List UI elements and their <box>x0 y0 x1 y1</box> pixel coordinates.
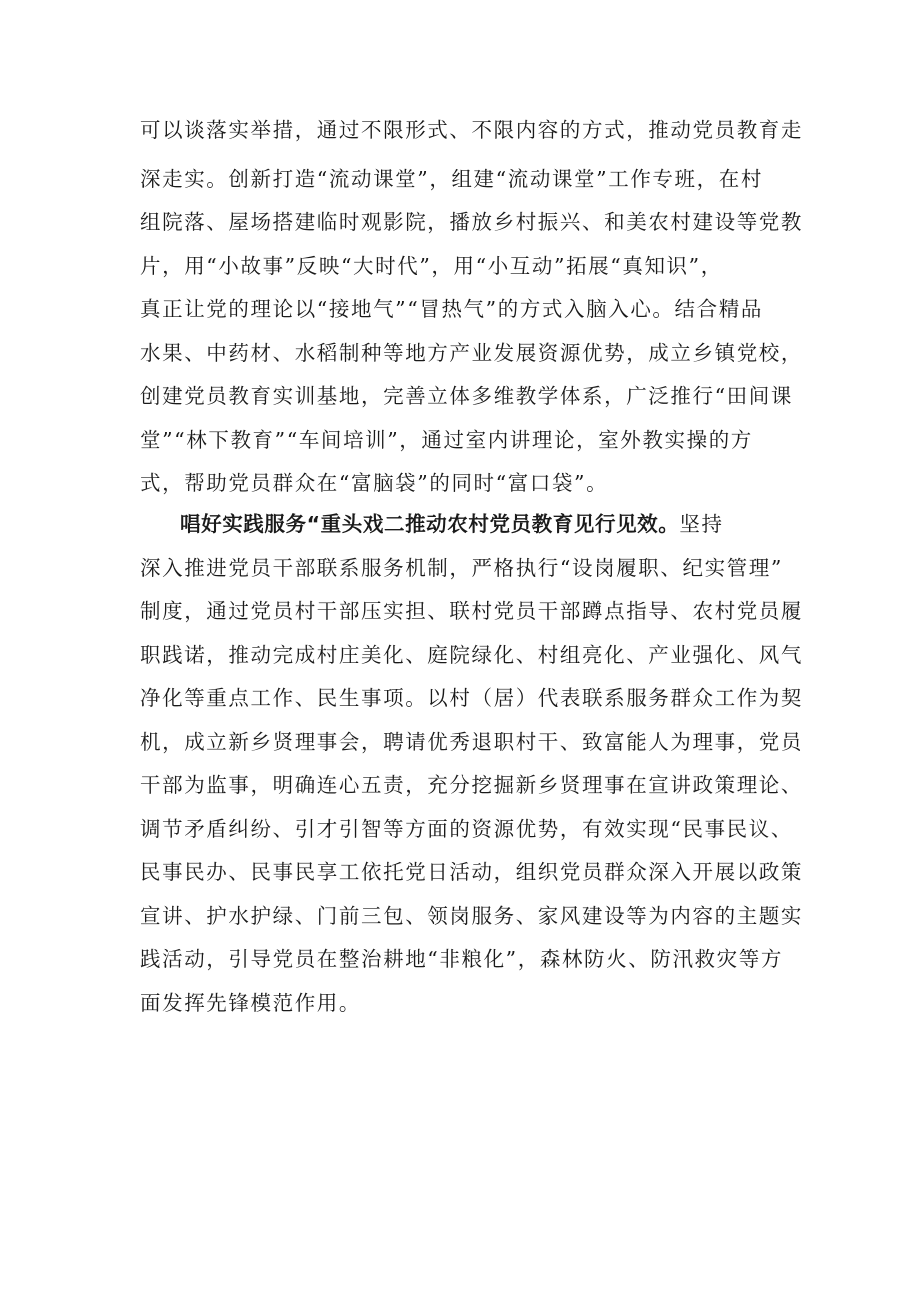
paragraph2-line-11: 践活动，引导党员在整治耕地“非粮化”，森林防火、防汛救灾等方 <box>140 947 783 971</box>
paragraph2-first-line <box>180 512 800 536</box>
paragraph2-line-4: 职践诺，推动完成村庄美化、庭院绿化、村组亮化、产业强化、风气 <box>140 643 803 667</box>
paragraph2-line-7: 干部为监事，明确连心五责，充分挖掘新乡贤理事在宣讲政策理论、 <box>140 773 803 797</box>
paragraph1-line-6: 水果、中药材、水稻制种等地方产业发展资源优势，成立乡镇党校， <box>140 341 803 365</box>
paragraph2-line-8: 调节矛盾纠纷、引才引智等方面的资源优势，有效实现“民事民议、 <box>140 817 793 841</box>
paragraph1-line-8: 堂”“林下教育”“车间培训”，通过室内讲理论，室外教实操的方 <box>140 428 753 452</box>
paragraph1-line-2: 深走实。创新打造“流动课堂”，组建“流动课堂”工作专班，在村 <box>140 167 763 191</box>
paragraph1-line-3: 组院落、屋场搭建临时观影院，播放乡村振兴、和美农村建设等党教 <box>140 210 803 234</box>
paragraph2-heading: 唱好实践服务“重头戏二推动农村党员教育见行见效。 <box>180 512 680 536</box>
paragraph2-line-3: 制度，通过党员村干部压实担、联村党员干部蹲点指导、农村党员履 <box>140 599 803 623</box>
paragraph1-line-9: 式，帮助党员群众在“富脑袋”的同时“富口袋”。 <box>140 471 609 495</box>
paragraph2-first-line-rest: 坚持 <box>679 512 724 536</box>
paragraph1-line-4: 片，用“小故事”反映“大时代”，用“小互动”拓展“真知识”， <box>140 254 723 278</box>
paragraph2-line-9: 民事民办、民事民享工依托党日活动，组织党员群众深入开展以政策 <box>140 860 803 884</box>
paragraph2-line-2: 深入推进党员干部联系服务机制，严格执行“设岗履职、纪实管理” <box>140 556 783 580</box>
paragraph1-line-5: 真正让党的理论以“接地气”“冒热气”的方式入脑入心。结合精品 <box>140 297 763 321</box>
paragraph2-line-10: 宣讲、护水护绿、门前三包、领岗服务、家风建设等为内容的主题实 <box>140 904 803 928</box>
paragraph1-line-7: 创建党员教育实训基地，完善立体多维教学体系，广泛推行“田间课 <box>140 384 793 408</box>
paragraph1-line-1: 可以谈落实举措，通过不限形式、不限内容的方式，推动党员教育走 <box>140 118 803 142</box>
paragraph2-line-5: 净化等重点工作、民生事项。以村（居）代表联系服务群众工作为契 <box>140 686 803 710</box>
paragraph2-line-12: 面发挥先锋模范作用。 <box>140 991 361 1015</box>
paragraph2-line-6: 机，成立新乡贤理事会，聘请优秀退职村干、致富能人为理事，党员 <box>140 730 803 754</box>
